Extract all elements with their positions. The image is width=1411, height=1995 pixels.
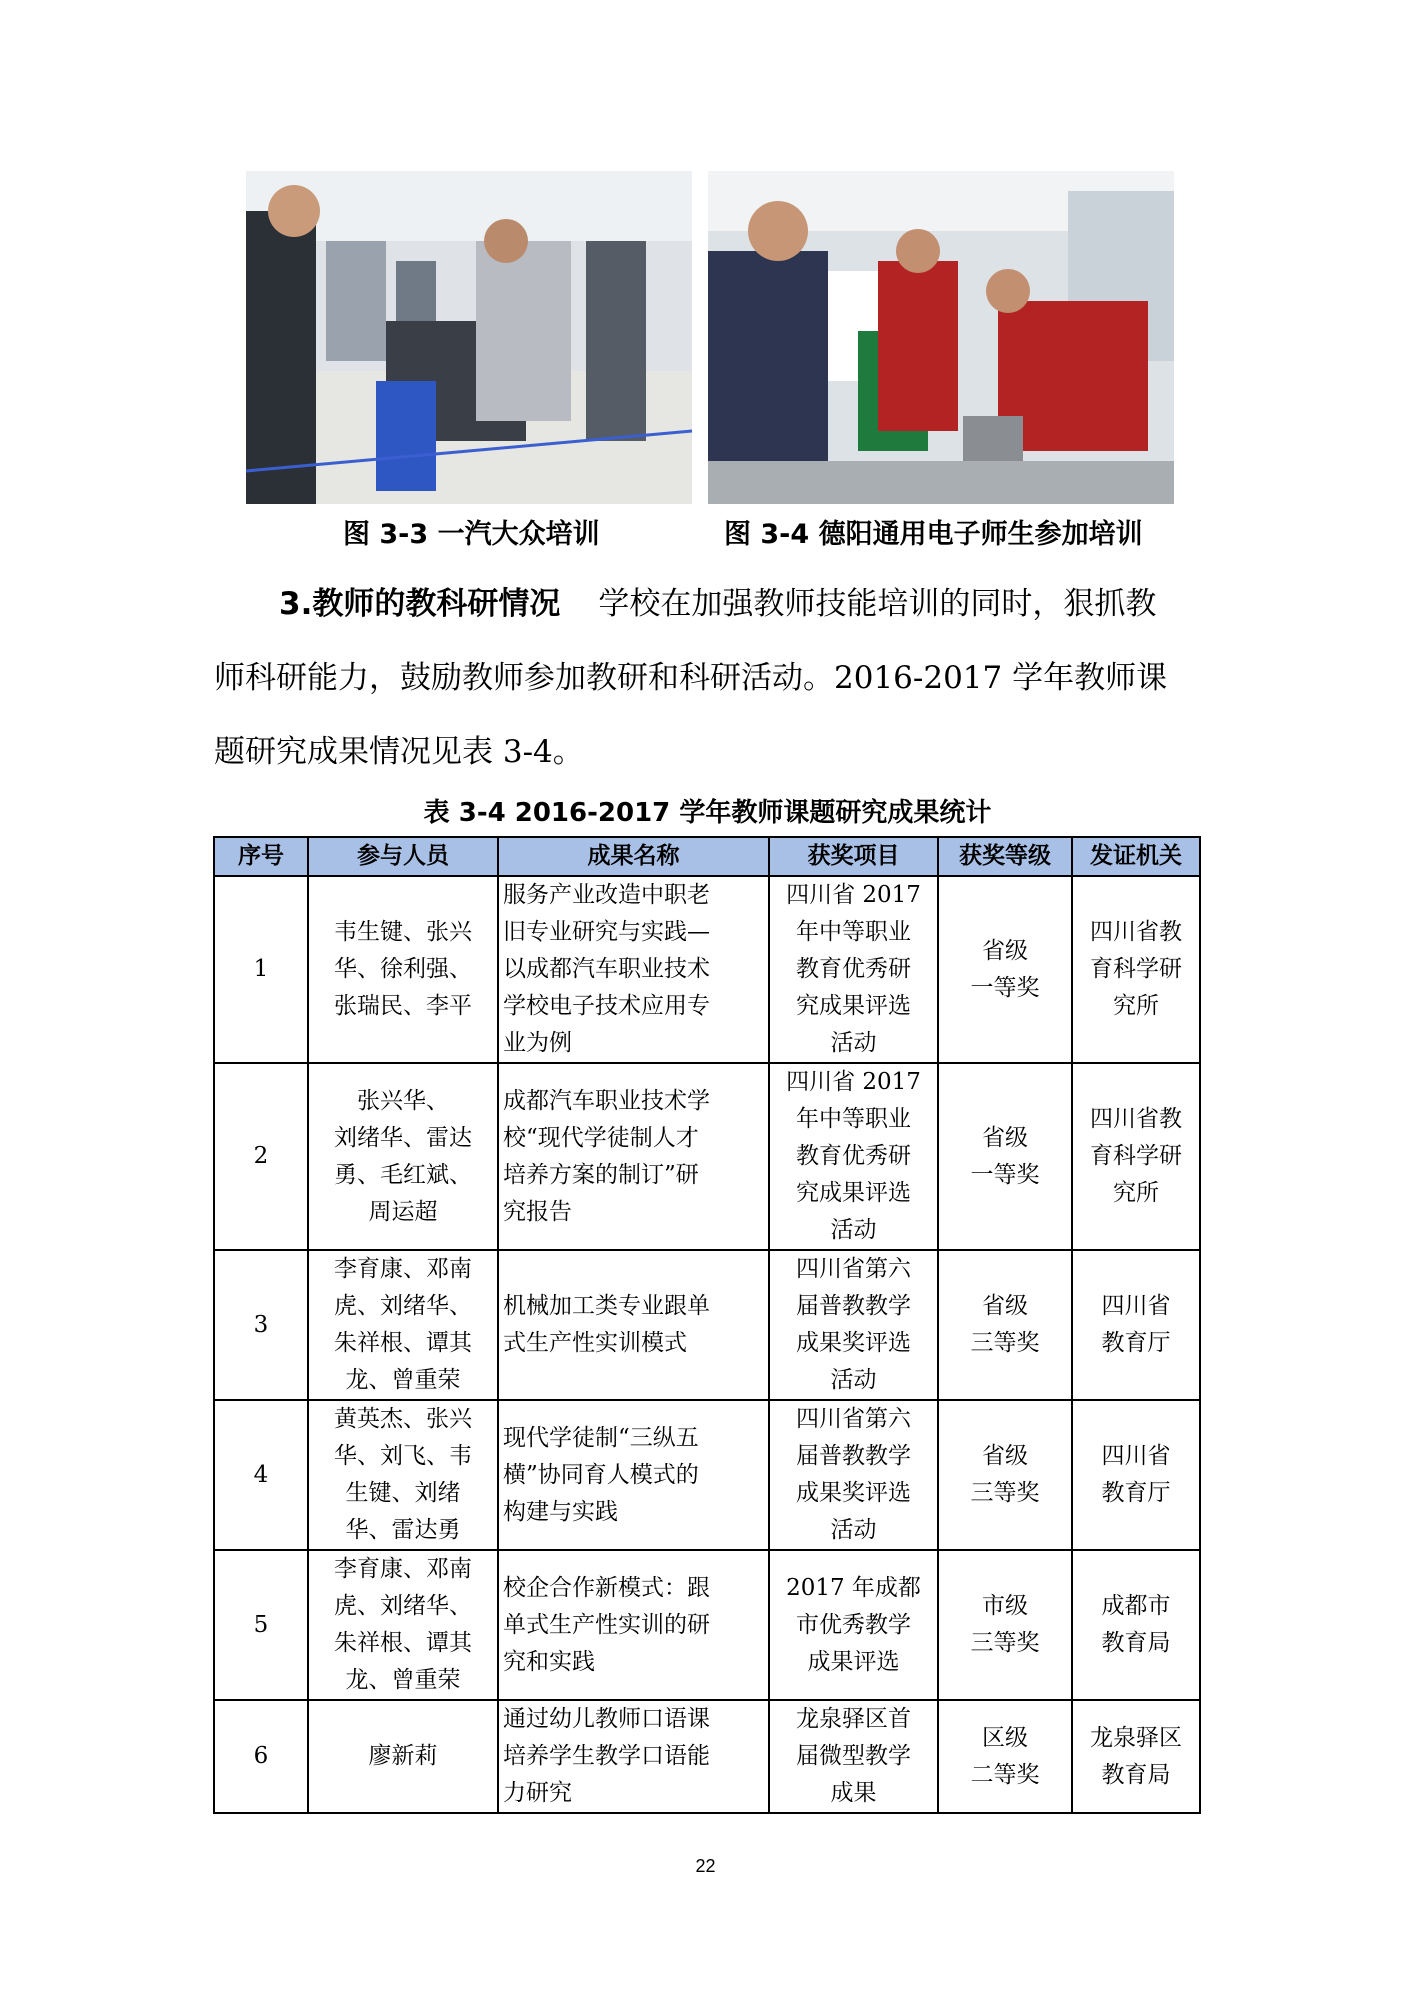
cell-line: 年中等职业 [796,1106,911,1132]
cell-project [769,1550,938,1700]
cell-line: 虎、刘绪华、 [334,1593,472,1619]
cell-line: 省级 [982,937,1028,964]
cell-project [769,1063,938,1250]
cell-project [769,1400,938,1550]
column-header: 序号 [214,837,308,876]
cell-level [938,1250,1072,1400]
cell-line: 四川省 [1101,1443,1171,1469]
cell-line: 旧专业研究与实践— [503,919,710,945]
cell-name [498,1700,769,1813]
cell-line: 培养学生教学口语能 [503,1743,710,1769]
cell-line: 生键、刘绪 [345,1480,461,1506]
table-row [214,1700,1200,1813]
cell-line: 究报告 [503,1198,572,1225]
cell-line: 年中等职业 [796,919,911,945]
paragraph-line-1 [279,578,1269,623]
column-header: 成果名称 [498,837,769,876]
cell-project [769,1250,938,1400]
table-header-row [214,837,1200,876]
figure-caption-3-4: 图 3-4 德阳通用电子师生参加培训 [724,519,1143,550]
cell-line: 张兴华、 [357,1087,449,1114]
cell-line: 李育康、邓南 [334,1556,472,1582]
paragraph-line-2: 师科研能力，鼓励教师参加教研和科研活动。2016-2017 学年教师课 [214,660,1168,696]
cell-line: 四川省教 [1090,1106,1182,1132]
cell-line: 虎、刘绪华、 [334,1293,472,1319]
cell-line: 教育厅 [1101,1480,1171,1506]
cell-level [938,1400,1072,1550]
cell-line: 届微型教学 [796,1743,911,1769]
cell-line: 黄英杰、张兴 [334,1406,472,1432]
cell-line: 现代学徒制“三纵五 [503,1424,699,1451]
cell-line: 三等奖 [970,1480,1040,1506]
cell-people [308,1400,498,1550]
cell-line: 省级 [982,1293,1028,1319]
cell-level [938,1550,1072,1700]
cell-line: 一等奖 [970,1161,1040,1188]
cell-line: 教育优秀研 [796,956,911,982]
cell-line: 四川省第六 [796,1406,911,1432]
cell-line: 校“现代学徒制人才 [503,1124,699,1151]
cell-issuer [1072,1550,1200,1700]
cell-line: 刘绪华、雷达 [334,1124,472,1151]
cell-line: 学校电子技术应用专 [503,993,710,1019]
cell-line: 成都汽车职业技术学 [503,1087,710,1114]
cell-name [498,1250,769,1400]
cell-line: 力研究 [503,1780,572,1806]
cell-line: 究和实践 [503,1648,595,1675]
cell-line: 张瑞民、李平 [334,993,472,1019]
column-header: 获奖等级 [938,837,1072,876]
cell-line: 三等奖 [970,1630,1040,1656]
cell-line: 一等奖 [970,974,1040,1001]
cell-line: 三等奖 [970,1330,1040,1356]
cell-line: 龙泉驿区首 [796,1706,911,1732]
cell-line: 机械加工类专业跟单 [503,1293,710,1319]
cell-line: 究所 [1113,1180,1159,1206]
cell-line: 单式生产性实训的研 [503,1611,710,1638]
cell-line: 培养方案的制订”研 [503,1161,699,1188]
cell-line: 以成都汽车职业技术 [503,956,710,982]
cell-name [498,1400,769,1550]
cell-people [308,876,498,1063]
table-row [214,1400,1200,1550]
cell-no: 1 [214,876,308,1063]
cell-line: 龙、曾重荣 [345,1367,461,1393]
cell-line: 成果奖评选 [796,1330,911,1356]
cell-line: 廖新莉 [368,1743,438,1769]
cell-line: 育科学研 [1090,1143,1182,1169]
cell-line: 朱祥根、谭其 [334,1330,472,1356]
cell-level [938,876,1072,1063]
cell-people [308,1700,498,1813]
column-header: 获奖项目 [769,837,938,876]
cell-line: 四川省第六 [796,1256,911,1282]
cell-issuer [1072,1250,1200,1400]
cell-line: 成果 [830,1780,877,1806]
cell-line: 活动 [830,1517,877,1543]
cell-line: 教育局 [1101,1630,1171,1656]
cell-people [308,1250,498,1400]
cell-line: 市优秀教学 [796,1611,911,1638]
cell-line: 朱祥根、谭其 [334,1630,472,1656]
cell-name [498,1550,769,1700]
cell-line: 省级 [982,1443,1028,1469]
table-title: 表 3-4 2016-2017 学年教师课题研究成果统计 [423,798,992,828]
figure-caption-3-3: 图 3-3 一汽大众培训 [343,519,600,550]
cell-line: 教育厅 [1101,1330,1171,1356]
cell-line: 育科学研 [1090,956,1182,982]
cell-people [308,1063,498,1250]
column-header: 发证机关 [1072,837,1200,876]
cell-line: 韦生键、张兴 [334,919,472,945]
cell-line: 四川省 [1101,1293,1171,1319]
cell-line: 服务产业改造中职老 [503,882,710,908]
cell-line: 华、刘飞、韦 [334,1443,472,1469]
cell-line: 业为例 [503,1030,572,1056]
cell-line: 省级 [982,1124,1028,1151]
cell-issuer [1072,1063,1200,1250]
cell-no: 3 [214,1250,308,1400]
cell-line: 成果奖评选 [796,1480,911,1506]
cell-line: 区级 [982,1724,1028,1751]
cell-line: 成都市 [1101,1593,1171,1619]
cell-no: 2 [214,1063,308,1250]
table-row [214,876,1200,1063]
cell-issuer [1072,1400,1200,1550]
cell-people [308,1550,498,1700]
table-row [214,1250,1200,1400]
cell-name [498,1063,769,1250]
cell-line: 市级 [982,1593,1028,1619]
cell-line: 教育优秀研 [796,1143,911,1169]
cell-issuer [1072,1700,1200,1813]
cell-line: 2017 年成都 [786,1574,921,1601]
cell-level [938,1700,1072,1813]
cell-line: 届普教教学 [796,1293,911,1319]
cell-level [938,1063,1072,1250]
cell-line: 活动 [830,1030,877,1056]
cell-no: 5 [214,1550,308,1700]
photo-faw-vw-training [246,171,692,504]
cell-line: 通过幼儿教师口语课 [503,1706,710,1732]
cell-line: 四川省教 [1090,919,1182,945]
research-results-table [213,836,1201,1814]
cell-line: 横”协同育人模式的 [503,1461,699,1488]
cell-line: 究所 [1113,993,1159,1019]
cell-line: 校企合作新模式：跟 [503,1574,710,1601]
cell-name [498,876,769,1063]
cell-line: 龙、曾重荣 [345,1667,461,1693]
paragraph-line-3: 题研究成果情况见表 3-4。 [214,734,584,770]
cell-line: 勇、毛红斌、 [334,1161,472,1188]
cell-project [769,1700,938,1813]
cell-line: 二等奖 [970,1761,1040,1788]
photo-deyang-gm-training [708,171,1174,504]
cell-line: 构建与实践 [503,1498,618,1525]
cell-line: 李育康、邓南 [334,1256,472,1282]
cell-line: 届普教教学 [796,1443,911,1469]
table-row [214,1063,1200,1250]
cell-line: 活动 [830,1217,877,1243]
cell-line: 教育局 [1101,1761,1171,1788]
cell-line: 成果评选 [807,1648,900,1675]
cell-line: 式生产性实训模式 [503,1330,687,1356]
cell-line: 周运超 [368,1198,438,1225]
cell-no: 4 [214,1400,308,1550]
section-heading: 3.教师的教科研情况 [279,586,561,622]
cell-line: 究成果评选 [796,1180,911,1206]
cell-issuer [1072,876,1200,1063]
cell-line: 龙泉驿区 [1090,1724,1182,1751]
cell-line: 华、徐利强、 [334,956,472,982]
cell-line: 究成果评选 [796,993,911,1019]
paragraph-text: 学校在加强教师技能培训的同时，狠抓教 [598,586,1157,622]
cell-line: 活动 [830,1367,877,1393]
cell-no: 6 [214,1700,308,1813]
cell-line: 华、雷达勇 [345,1517,461,1543]
table-row [214,1550,1200,1700]
column-header: 参与人员 [308,837,498,876]
cell-line: 四川省 2017 [786,1069,921,1095]
page-number: 22 [695,1856,716,1876]
cell-project [769,876,938,1063]
cell-line: 四川省 2017 [786,882,921,908]
